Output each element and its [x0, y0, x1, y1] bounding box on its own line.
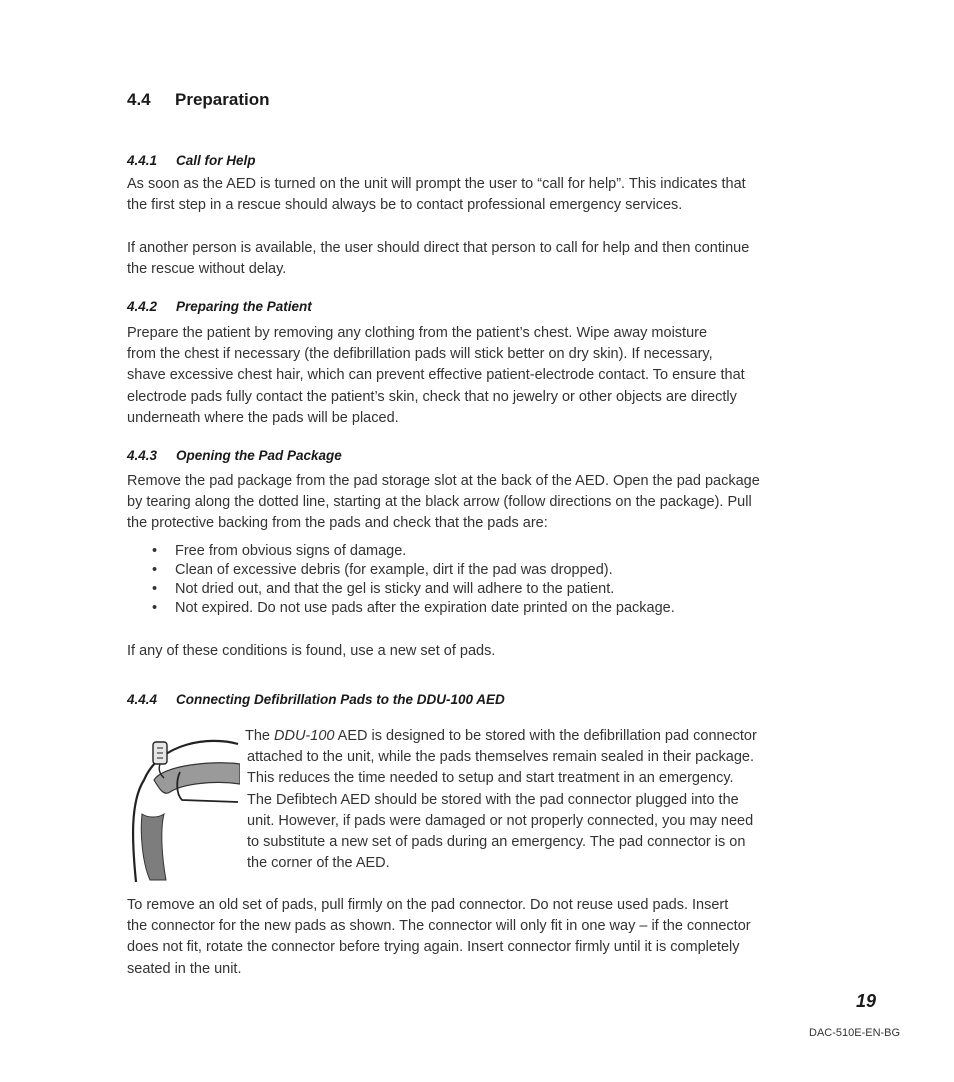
pad-connector-illustration [130, 722, 240, 882]
text-line: the connector for the new pads as shown. The connector will only fit in one way – if the connector [127, 918, 751, 935]
text-line: electrode pads fully contact the patient’s skin, check that no jewelry or other objects are directly [127, 388, 737, 405]
subsection-number: 4.4.1 [127, 153, 158, 168]
pad-conditions-note [127, 641, 827, 662]
text-line [245, 726, 837, 747]
text-line: underneath where the pads will be placed. [127, 409, 399, 426]
list-item [127, 599, 675, 618]
subsection-title: Opening the Pad Package [176, 448, 342, 463]
text-line: unit. However, if pads were damaged or not properly connected, you may need [247, 812, 754, 829]
list-item-text: Clean of excessive debris (for example, dirt if the pad was dropped). [175, 562, 613, 578]
subsection-heading-connecting-pads [127, 692, 505, 707]
text-line: As soon as the AED is turned on the unit will prompt the user to “call for help”. This indicates that [127, 176, 746, 192]
subsection-number: 4.4.4 [127, 692, 158, 707]
text-line: the protective backing from the pads and check that the pads are: [127, 515, 548, 532]
list-item-text: Free from obvious signs of damage. [175, 543, 407, 559]
text-line: seated in the unit. [127, 960, 242, 977]
model-name: DDU-100 [274, 728, 335, 744]
text-fragment: The [245, 728, 275, 744]
bullet: • [152, 581, 158, 597]
section-title: Preparation [175, 90, 270, 109]
preparing-patient-paragraph [127, 323, 827, 429]
text-fragment: AED is designed to be stored with the defibrillation pad connector [334, 728, 757, 744]
list-item [127, 561, 675, 580]
text-line: does not fit, rotate the connector before trying again. Insert connector firmly until it is completely [127, 939, 740, 956]
text-line: the rescue without delay. [127, 261, 287, 278]
text-line: attached to the unit, while the pads themselves remain sealed in their package. [247, 749, 754, 766]
text-line: This reduces the time needed to setup and start treatment in an emergency. [247, 770, 734, 787]
text-line: If another person is available, the user should direct that person to call for help and then continue [127, 240, 750, 256]
document-code: DAC-510E-EN-BG [809, 1027, 901, 1039]
subsection-heading-opening-pad-package [127, 448, 342, 463]
text-line: the first step in a rescue should always be to contact professional emergency services. [127, 197, 683, 214]
list-item-text: Not expired. Do not use pads after the expiration date printed on the package. [175, 600, 675, 616]
bullet: • [152, 600, 158, 616]
subsection-heading-preparing-patient [127, 299, 312, 314]
text-line: If any of these conditions is found, use a new set of pads. [127, 643, 496, 659]
page-number: 19 [856, 991, 877, 1011]
subsection-heading-call-for-help [127, 153, 256, 168]
section-heading [127, 90, 269, 110]
list-item [127, 580, 675, 599]
list-item-text: Not dried out, and that the gel is sticky and will adhere to the patient. [175, 581, 615, 597]
text-line: Prepare the patient by removing any clothing from the patient’s chest. Wipe away moisture [127, 325, 708, 341]
bullet: • [152, 562, 158, 578]
subsection-title: Connecting Defibrillation Pads to the DDU-100 AED [176, 692, 505, 707]
subsection-title: Call for Help [176, 153, 256, 168]
subsection-title: Preparing the Patient [176, 299, 312, 314]
list-item [127, 542, 675, 561]
text-line: To remove an old set of pads, pull firmly on the pad connector. Do not reuse used pads. Insert [127, 897, 729, 913]
connector-storage-paragraph [247, 726, 837, 874]
bullet: • [152, 543, 158, 559]
text-line: The Defibtech AED should be stored with the pad connector plugged into the [247, 791, 739, 808]
text-line: to substitute a new set of pads during an emergency. The pad connector is on [247, 834, 746, 851]
text-line: shave excessive chest hair, which can prevent effective patient-electrode contact. To ensure that [127, 367, 745, 384]
subsection-number: 4.4.3 [127, 448, 158, 463]
text-line: Remove the pad package from the pad storage slot at the back of the AED. Open the pad package [127, 473, 760, 489]
text-line: by tearing along the dotted line, starting at the black arrow (follow directions on the package). Pull [127, 494, 752, 511]
section-number: 4.4 [127, 90, 151, 109]
subsection-number: 4.4.2 [127, 299, 158, 314]
opening-pad-package-paragraph [127, 471, 827, 535]
replace-pads-paragraph [127, 895, 827, 980]
call-for-help-paragraph-2 [127, 238, 827, 280]
text-line: from the chest if necessary (the defibrillation pads will stick better on dry skin). If necessary, [127, 346, 713, 363]
text-line: the corner of the AED. [247, 855, 390, 872]
pad-check-list [127, 542, 675, 618]
aed-corner-connector-icon [130, 722, 240, 882]
call-for-help-paragraph-1 [127, 174, 827, 216]
